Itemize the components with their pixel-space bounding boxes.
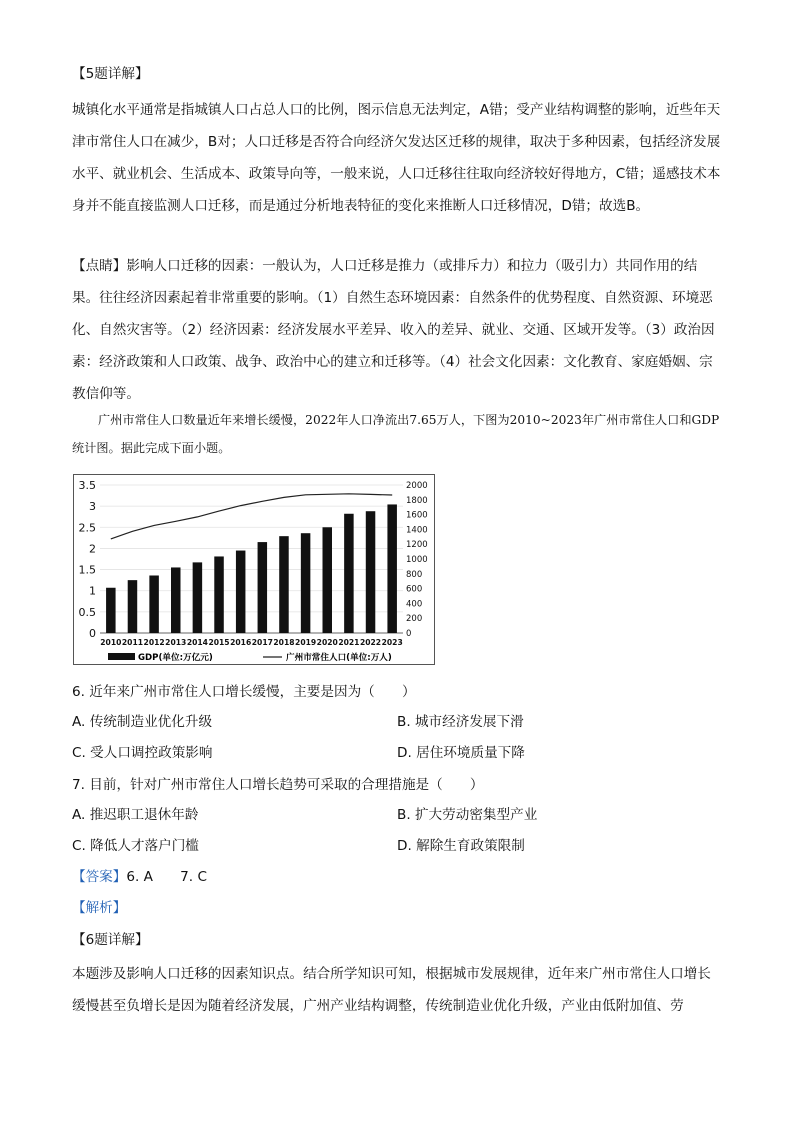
right-axis-tick-label: 200 xyxy=(406,614,423,625)
x-axis-year-label: 2020 xyxy=(316,638,338,647)
left-axis-tick-label: 2.5 xyxy=(78,521,96,535)
answer-label: 【答案】 xyxy=(72,869,127,885)
x-axis-year-label: 2012 xyxy=(143,638,165,647)
q7-option-b: B. 扩大劳动密集型产业 xyxy=(397,807,538,823)
right-axis-tick-label: 0 xyxy=(406,629,412,639)
tip-body: 影响人口迁移的因素：一般认为，人口迁移是推力（或排斥力）和拉力（吸引力）共同作用的结果。往往经济因素起着非常重要的影响。（1）自然生态环境因素：自然条件的优势程度、自然资源、环境恶化、自然灾害等。（2）经济因素：经济发展水平差异、收入的差异、就业、交通、区域开发等。（3）政治因素：经济政策和人口政策、战争、政治中心的建立和迁移等。（4）社会文化因素：文化教育、家庭婚姻、宗教信仰等。 xyxy=(72,258,715,402)
gdp-bar xyxy=(171,567,181,633)
analysis-label: 【解析】 xyxy=(72,900,127,916)
legend-population-label: 广州市常住人口(单位:万人) xyxy=(286,653,392,663)
gdp-bar xyxy=(301,533,311,633)
x-axis-year-label: 2013 xyxy=(165,638,187,647)
left-axis-tick-label: 1.5 xyxy=(78,563,96,577)
question-intro: 广州市常住人口数量近年来增长缓慢，2022年人口净流出7.65万人，下图为2010~2023年广州市常住人口和GDP统计图。据此完成下面小题。 xyxy=(72,413,720,455)
gdp-bar xyxy=(323,527,333,633)
gdp-bar xyxy=(258,542,268,633)
x-axis-year-label: 2016 xyxy=(230,638,252,647)
left-axis-tick-label: 3.5 xyxy=(78,479,96,492)
gdp-bar xyxy=(106,588,116,633)
gdp-bar xyxy=(236,551,246,633)
section6-heading: 【6题详解】 xyxy=(72,932,149,948)
gdp-bar xyxy=(214,556,224,633)
legend-gdp-label: GDP(单位:万亿元) xyxy=(138,653,213,663)
left-axis-tick-label: 0.5 xyxy=(78,605,96,619)
x-axis-year-label: 2023 xyxy=(381,638,403,647)
x-axis-year-label: 2015 xyxy=(208,638,230,647)
right-axis-tick-label: 2000 xyxy=(406,481,428,491)
section5-body: 城镇化水平通常是指城镇人口占总人口的比例，图示信息无法判定，A错；受产业结构调整的影响，近些年天津市常住人口在减少，B对；人口迁移是否符合向经济欠发达区迁移的规律，取决于多种因素，包括经济发展水平、就业机会、生活成本、政策导向等，一般来说，人口迁移往往取向经济较好得地方，C错；遥感技术本身并不能直接监测人口迁移，而是通过分析地表特征的变化来推断人口迁移情况，D错；故选B。 xyxy=(72,102,721,214)
gdp-bar xyxy=(279,536,289,633)
gdp-bar xyxy=(344,514,354,633)
gdp-bar xyxy=(366,511,376,633)
right-axis-tick-label: 1800 xyxy=(406,495,428,506)
gdp-bar xyxy=(149,575,159,633)
x-axis-year-label: 2021 xyxy=(338,638,360,647)
x-axis-year-label: 2022 xyxy=(359,638,382,647)
left-axis-tick-label: 0 xyxy=(89,627,96,640)
q6-option-a: A. 传统制造业优化升级 xyxy=(72,714,213,730)
right-axis-tick-label: 1000 xyxy=(406,555,428,565)
x-axis-year-label: 2018 xyxy=(273,638,295,647)
q7-stem: 7. 目前，针对广州市常住人口增长趋势可采取的合理措施是（ ） xyxy=(72,777,484,793)
x-axis-year-label: 2019 xyxy=(295,638,317,647)
gdp-population-chart xyxy=(73,474,436,666)
q7-option-c: C. 降低人才落户门槛 xyxy=(72,838,199,854)
right-axis-tick-label: 800 xyxy=(406,569,423,580)
q6-option-d: D. 居住环境质量下降 xyxy=(397,745,525,761)
section6-body: 本题涉及影响人口迁移的因素知识点。结合所学知识可知，根据城市发展规律，近年来广州市常住人口增长缓慢甚至负增长是因为随着经济发展，广州产业结构调整，传统制造业优化升级，产业由低附加值、劳 xyxy=(72,966,711,1014)
answer-text: 6. A 7. C xyxy=(126,869,207,885)
right-axis-tick-label: 1200 xyxy=(406,540,428,551)
x-axis-year-label: 2017 xyxy=(251,638,273,647)
gdp-bar xyxy=(387,504,397,633)
gdp-bar xyxy=(193,562,203,633)
gdp-bar xyxy=(128,580,138,633)
section5-heading: 【5题详解】 xyxy=(72,66,149,82)
q6-option-c: C. 受人口调控政策影响 xyxy=(72,745,213,761)
x-axis-year-label: 2010 xyxy=(100,638,122,647)
left-axis-tick-label: 3 xyxy=(89,500,96,514)
right-axis-tick-label: 1400 xyxy=(406,525,428,536)
q6-stem: 6. 近年来广州市常住人口增长缓慢，主要是因为（ ） xyxy=(72,684,416,700)
x-axis-year-label: 2011 xyxy=(121,638,144,647)
x-axis-year-label: 2014 xyxy=(186,638,208,647)
legend-bar-swatch xyxy=(108,653,135,660)
right-axis-tick-label: 600 xyxy=(406,584,423,595)
answer-line xyxy=(72,865,207,889)
tip-paragraph xyxy=(72,250,724,410)
left-axis-tick-label: 1 xyxy=(89,584,96,598)
q7-option-d: D. 解除生育政策限制 xyxy=(397,838,525,854)
q7-option-a: A. 推迟职工退休年龄 xyxy=(72,807,199,823)
left-axis-tick-label: 2 xyxy=(89,542,96,556)
right-axis-tick-label: 400 xyxy=(406,599,423,610)
right-axis-tick-label: 1600 xyxy=(406,510,428,521)
tip-label: 【点睛】 xyxy=(72,258,127,274)
q6-option-b: B. 城市经济发展下滑 xyxy=(397,714,524,730)
